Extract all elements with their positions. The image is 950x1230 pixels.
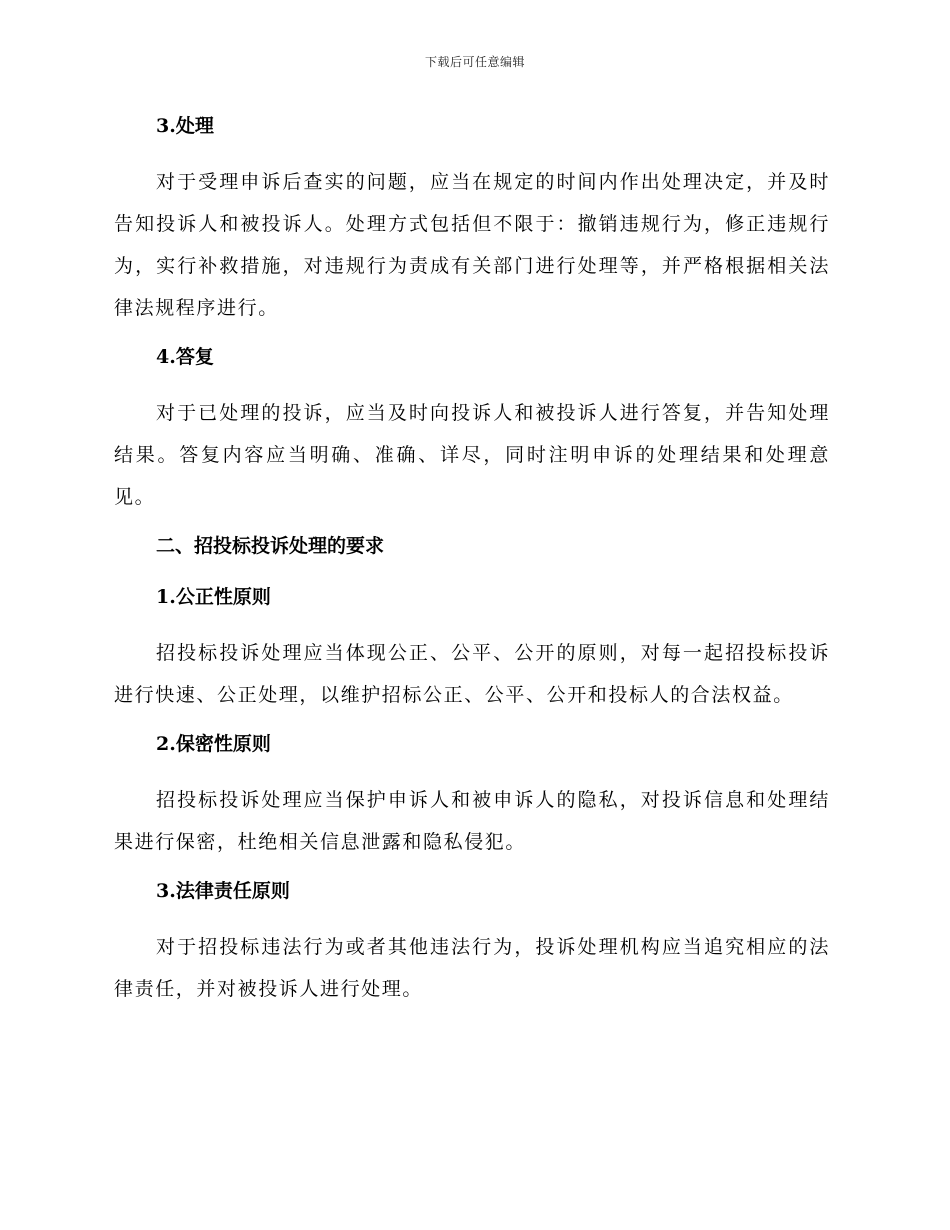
page-header: 下载后可任意编辑 <box>424 55 525 69</box>
paragraph-confidentiality: 招投标投诉处理应当保护申诉人和被申诉人的隐私，对投诉信息和处理结果进行保密，杜绝相关信息泄露和隐私侵犯。 <box>114 789 830 853</box>
section-heading-reply: 4.答复 <box>156 346 214 368</box>
chapter-heading-requirements: 二、招投标投诉处理的要求 <box>156 535 385 557</box>
paragraph-processing: 对于受理申诉后查实的问题，应当在规定的时间内作出处理决定，并及时告知投诉人和被投诉人。处理方式包括但不限于：撤销违规行为，修正违规行为，实行补救措施，对违规行为责成有关部门进行处理等，并严格根据相关法律法规程序进行。 <box>114 171 830 319</box>
section-heading-fairness: 1.公正性原则 <box>156 586 271 608</box>
paragraph-fairness: 招投标投诉处理应当体现公正、公平、公开的原则，对每一起招投标投诉进行快速、公正处理，以维护招标公正、公平、公开和投标人的合法权益。 <box>114 642 830 706</box>
paragraph-legal-liability: 对于招投标违法行为或者其他违法行为，投诉处理机构应当追究相应的法律责任，并对被投诉人进行处理。 <box>114 936 830 1000</box>
section-heading-confidentiality: 2.保密性原则 <box>156 733 271 755</box>
section-heading-processing: 3.处理 <box>156 115 214 137</box>
section-heading-legal-liability: 3.法律责任原则 <box>156 880 290 902</box>
document-body <box>114 110 830 1022</box>
paragraph-reply: 对于已处理的投诉，应当及时向投诉人和被投诉人进行答复，并告知处理结果。答复内容应当明确、准确、详尽，同时注明申诉的处理结果和处理意见。 <box>114 402 830 508</box>
